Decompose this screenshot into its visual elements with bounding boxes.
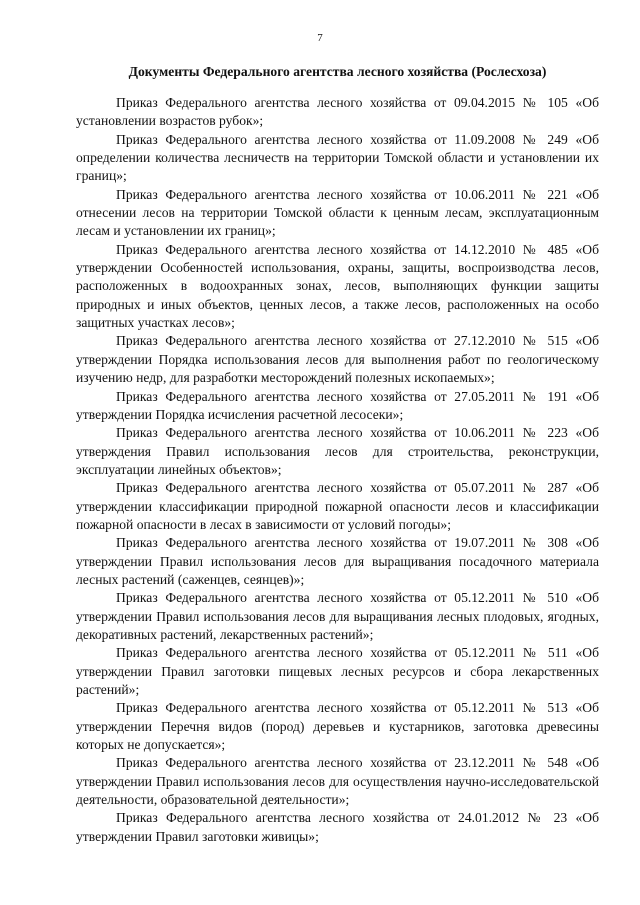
order-entry: [76, 94, 599, 131]
order-subject: «Об утверждении Правил использования лесов для выращивания посадочного материала лесных растений (саженцев, сеянцев)»;: [76, 535, 599, 587]
order-title: Приказ Федерального агентства лесного хозяйства от 10.06.2011 № 223: [116, 425, 568, 441]
order-title: Приказ Федерального агентства лесного хозяйства от 27.05.2011 № 191: [116, 388, 568, 404]
order-subject: «Об утверждении Перечня видов (пород) деревьев и кустарников, заготовка древесины которых не допускается»;: [76, 700, 599, 753]
order-subject: «Об отнесении лесов на территории Томской области к ценным лесам, эксплуатационным лесам и установлении их границ»;: [76, 186, 599, 239]
order-title: Приказ Федерального агентства лесного хозяйства от 11.09.2008 № 249: [116, 131, 568, 147]
order-subject: «Об утверждения Правил использования лесов для строительства, реконструкции, эксплуатации линейных объектов»;: [76, 425, 599, 477]
order-entry: [76, 479, 599, 534]
section-heading: Документы Федерального агентства лесного хозяйства (Рослесхоза): [128, 64, 547, 79]
order-subject: «Об утверждении Правил использования лесов для осуществления научно-исследовательской деятельности, образовательной деятельности»;: [76, 755, 599, 808]
order-title: Приказ Федерального агентства лесного хозяйства от 27.12.2010 № 515: [116, 333, 568, 349]
order-title: Приказ Федерального агентства лесного хозяйства от 19.07.2011 № 308: [116, 535, 568, 551]
order-subject: «Об утверждении классификации природной пожарной опасности лесов и классификации пожарной опасности в лесах в зависимости от условий погоды»;: [76, 480, 599, 532]
order-entry: [76, 424, 599, 479]
order-title: Приказ Федерального агентства лесного хозяйства от 05.12.2011 № 513: [116, 700, 568, 716]
order-entry: [76, 241, 599, 333]
order-subject: «Об утверждении Порядка использования лесов для выполнения работ по геологическому изучению недр, для разработки месторождений полезных ископаемых»;: [76, 333, 599, 386]
order-entry: [76, 186, 599, 241]
order-title: Приказ Федерального агентства лесного хозяйства от 09.04.2015 № 105: [116, 95, 568, 110]
order-entry: [76, 131, 599, 186]
order-subject: «Об утверждении Правил заготовки живицы»;: [76, 810, 599, 844]
order-subject: «Об установлении возрастов рубок»;: [76, 95, 599, 129]
order-title: Приказ Федерального агентства лесного хозяйства от 10.06.2011 № 221: [116, 186, 568, 202]
order-entry: [76, 332, 599, 387]
order-subject: «Об утверждении Порядка исчисления расчетной лесосеки»;: [76, 388, 599, 422]
order-entry: [76, 809, 599, 846]
order-title: Приказ Федерального агентства лесного хозяйства от 05.12.2011 № 511: [116, 645, 568, 661]
order-entry: [76, 589, 599, 644]
order-entry: [76, 388, 599, 425]
order-subject: «Об утверждении Правил использования лесов для выращивания лесных плодовых, ягодных, декоративных растений, лекарственных растений»;: [76, 590, 599, 642]
order-subject: «Об утверждении Особенностей использования, охраны, защиты, воспроизводства лесов, расположенных в водоохранных зонах, лесов, выполняющих функции защиты природных и иных объектов, ценных лесов, а также лесов, расположенных на особо защитных участках лесов»;: [76, 241, 599, 331]
order-title: Приказ Федерального агентства лесного хозяйства от 23.12.2011 № 548: [116, 755, 568, 771]
order-entry: [76, 699, 599, 754]
order-title: Приказ Федерального агентства лесного хозяйства от 05.07.2011 № 287: [116, 480, 568, 496]
order-title: Приказ Федерального агентства лесного хозяйства от 14.12.2010 № 485: [116, 241, 568, 257]
order-entry: [76, 754, 599, 809]
order-entry: [76, 534, 599, 589]
order-entry: [76, 644, 599, 699]
order-title: Приказ Федерального агентства лесного хозяйства от 05.12.2011 № 510: [116, 590, 568, 606]
order-subject: «Об утверждении Правил заготовки пищевых лесных ресурсов и сбора лекарственных растений»;: [76, 645, 599, 697]
order-subject: «Об определении количества лесничеств на территории Томской области и установлении их границ»;: [76, 131, 599, 184]
order-list: [76, 94, 599, 846]
order-title: Приказ Федерального агентства лесного хозяйства от 24.01.2012 № 23: [116, 810, 568, 826]
page-number: 7: [317, 32, 323, 44]
